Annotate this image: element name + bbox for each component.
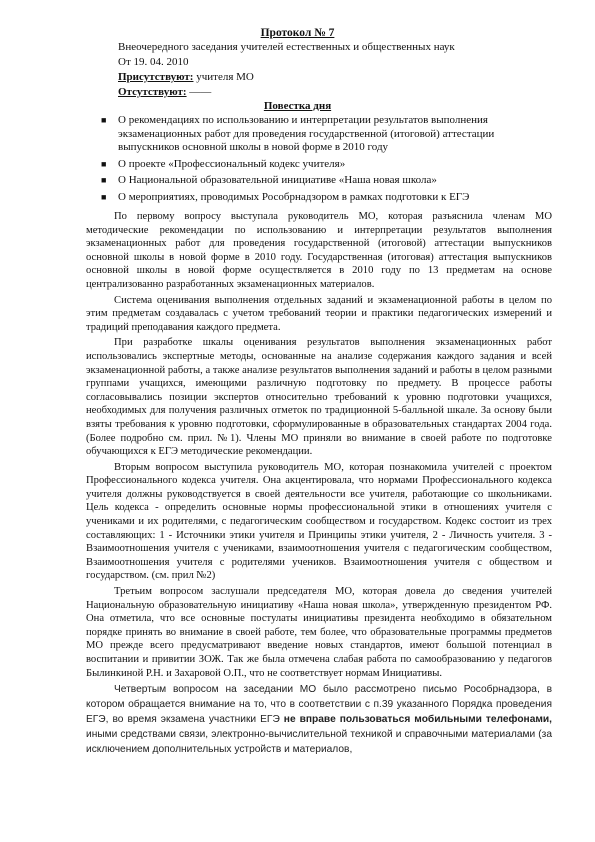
present-line [118, 70, 254, 85]
agenda-item: ■ О рекомендациях по использованию и интерпретации результатов выполнения экзаменационных работ для проведения государственной (итоговой) аттестации выпускников основной школы в новой форме в 2010 году [101, 114, 495, 154]
present-value: учителя МО [193, 71, 254, 83]
absent-value: —— [186, 86, 212, 98]
bullet-icon: ■ [101, 175, 107, 186]
bullet-icon: ■ [101, 191, 107, 202]
bullet-icon: ■ [101, 158, 107, 169]
meeting-date: От 19. 04. 2010 [118, 56, 189, 68]
absent-line [118, 85, 211, 100]
paragraph-second-question: Вторым вопросом выступила руководитель МО, которая познакомила учителей с проектом Профессионального кодекса учителя. Она акцентировала, что нормами Профессионального кодекса учителя должны руководствуется в своей деятельности все учителя, работающие со школьниками. Цель кодекса - определить основные нормы профессиональной этики в отношениях учителя с учениками и их родителями, с педагогическим сообществом и государством. Кодекс состоит из трех составляющих: 1 - Источники этики учителя и Принципы этики учителя, 2 - Личность учителя. 3 - Взаимоотношения учителя с учениками, взаимоотношения учителя с педагогическим сообществом, Взаимоотношения учителя с родителями учеников. Взаимоотношения учителя с обществом и государством. (см. прил №2) [86, 461, 552, 582]
present-label: Присутствуют: [118, 71, 194, 83]
minutes-body [86, 210, 552, 757]
agenda-item: ■ О Национальной образовательной инициативе «Наша новая школа» [101, 174, 437, 187]
protocol-title: Протокол № 7 [260, 27, 335, 39]
meeting-type: Внеочередного заседания учителей естественных и общественных наук [118, 41, 455, 53]
paragraph-first-question: По первому вопросу выступала руководитель МО, которая разъяснила членам МО методические рекомендации по использованию и интерпретации результатов выполнения экзаменационных работ для проведения государственной (итоговой) аттестации выпускников основной школы в новой форме в 2010 году. Государственная (итоговая) аттестация выпускников основной школы в новой форме осуществляется в 2010 году по 13 предметам на основе централизованно разработанных экзаменационных материалов. [86, 211, 552, 290]
agenda-list [101, 114, 548, 208]
bullet-icon: ■ [101, 115, 107, 125]
agenda-item: ■ О проекте «Профессиональный кодекс учителя» [101, 157, 346, 170]
paragraph-scale-development: При разработке шкалы оценивания результатов выполнения экзаменационных работ использовались экспертные методы, основанные на анализе содержания каждого задания и всей экзаменационной работы, а также анализе результатов выполнения заданий и работы в целом разными группами учащихся, имеющими различную подготовку по предмету. В процессе работы согласовывались позиции экспертов относительно требований к уровню подготовки учащихся, необходимых для получения различных отметок по традиционной 5-балльной шкале. За основу были взяты требования к уровню подготовки, сформулированные в образовательных стандартах 2004 года. (Более подробно см. прил. №1). Члены МО приняли во внимание в своей работе по подготовке обучающихся к ЕГЭ методические рекомендации. [86, 337, 552, 458]
paragraph-third-question: Третьим вопросом заслушали председателя МО, которая довела до сведения учителей Национальную образовательную инициативу «Наша новая школа», утвержденную президентом РФ. Она отметила, что все основные постулаты инициативы президента необходимо в обязательном порядке принять во внимание в своей работе, тем более, что образовательные программы предметов МО прежде всего предусматривают введение новых стандартов, имеют большой потенциал в воспитании и привитии ЗОЖ. Так же была отмечена слабая работа по самообразованию у педагогов Былинкиной Р.Н. и Захаровой О.П., что не соответствует нормам Инициативы. [86, 586, 552, 679]
absent-label: Отсутствуют: [118, 86, 187, 98]
agenda-title: Повестка дня [263, 100, 332, 112]
paragraph-fourth-question: Четвертым вопросом на заседании МО было рассмотрено письмо Рособрнадзора, в котором обращается внимание на то, что в соответствии с п.39 указанного Порядка проведения ЕГЭ, во время экзамена участники ЕГЭ не вправе пользоваться мобильными телефонами, иными средствами связи, электронно-вычислительной техникой и справочными материалами (за исключением дополнительных устройств и материалов, [86, 684, 553, 756]
agenda-item: ■ О мероприятиях, проводимых Рособрнадзором в рамках подготовки к ЕГЭ [101, 190, 470, 203]
paragraph-evaluation-system: Система оценивания выполнения отдельных заданий и экзаменационной работы в целом по этим предметам создавалась с учетом требований теории и практики педагогических измерений и традиций преподавания каждого предмета. [86, 294, 552, 333]
